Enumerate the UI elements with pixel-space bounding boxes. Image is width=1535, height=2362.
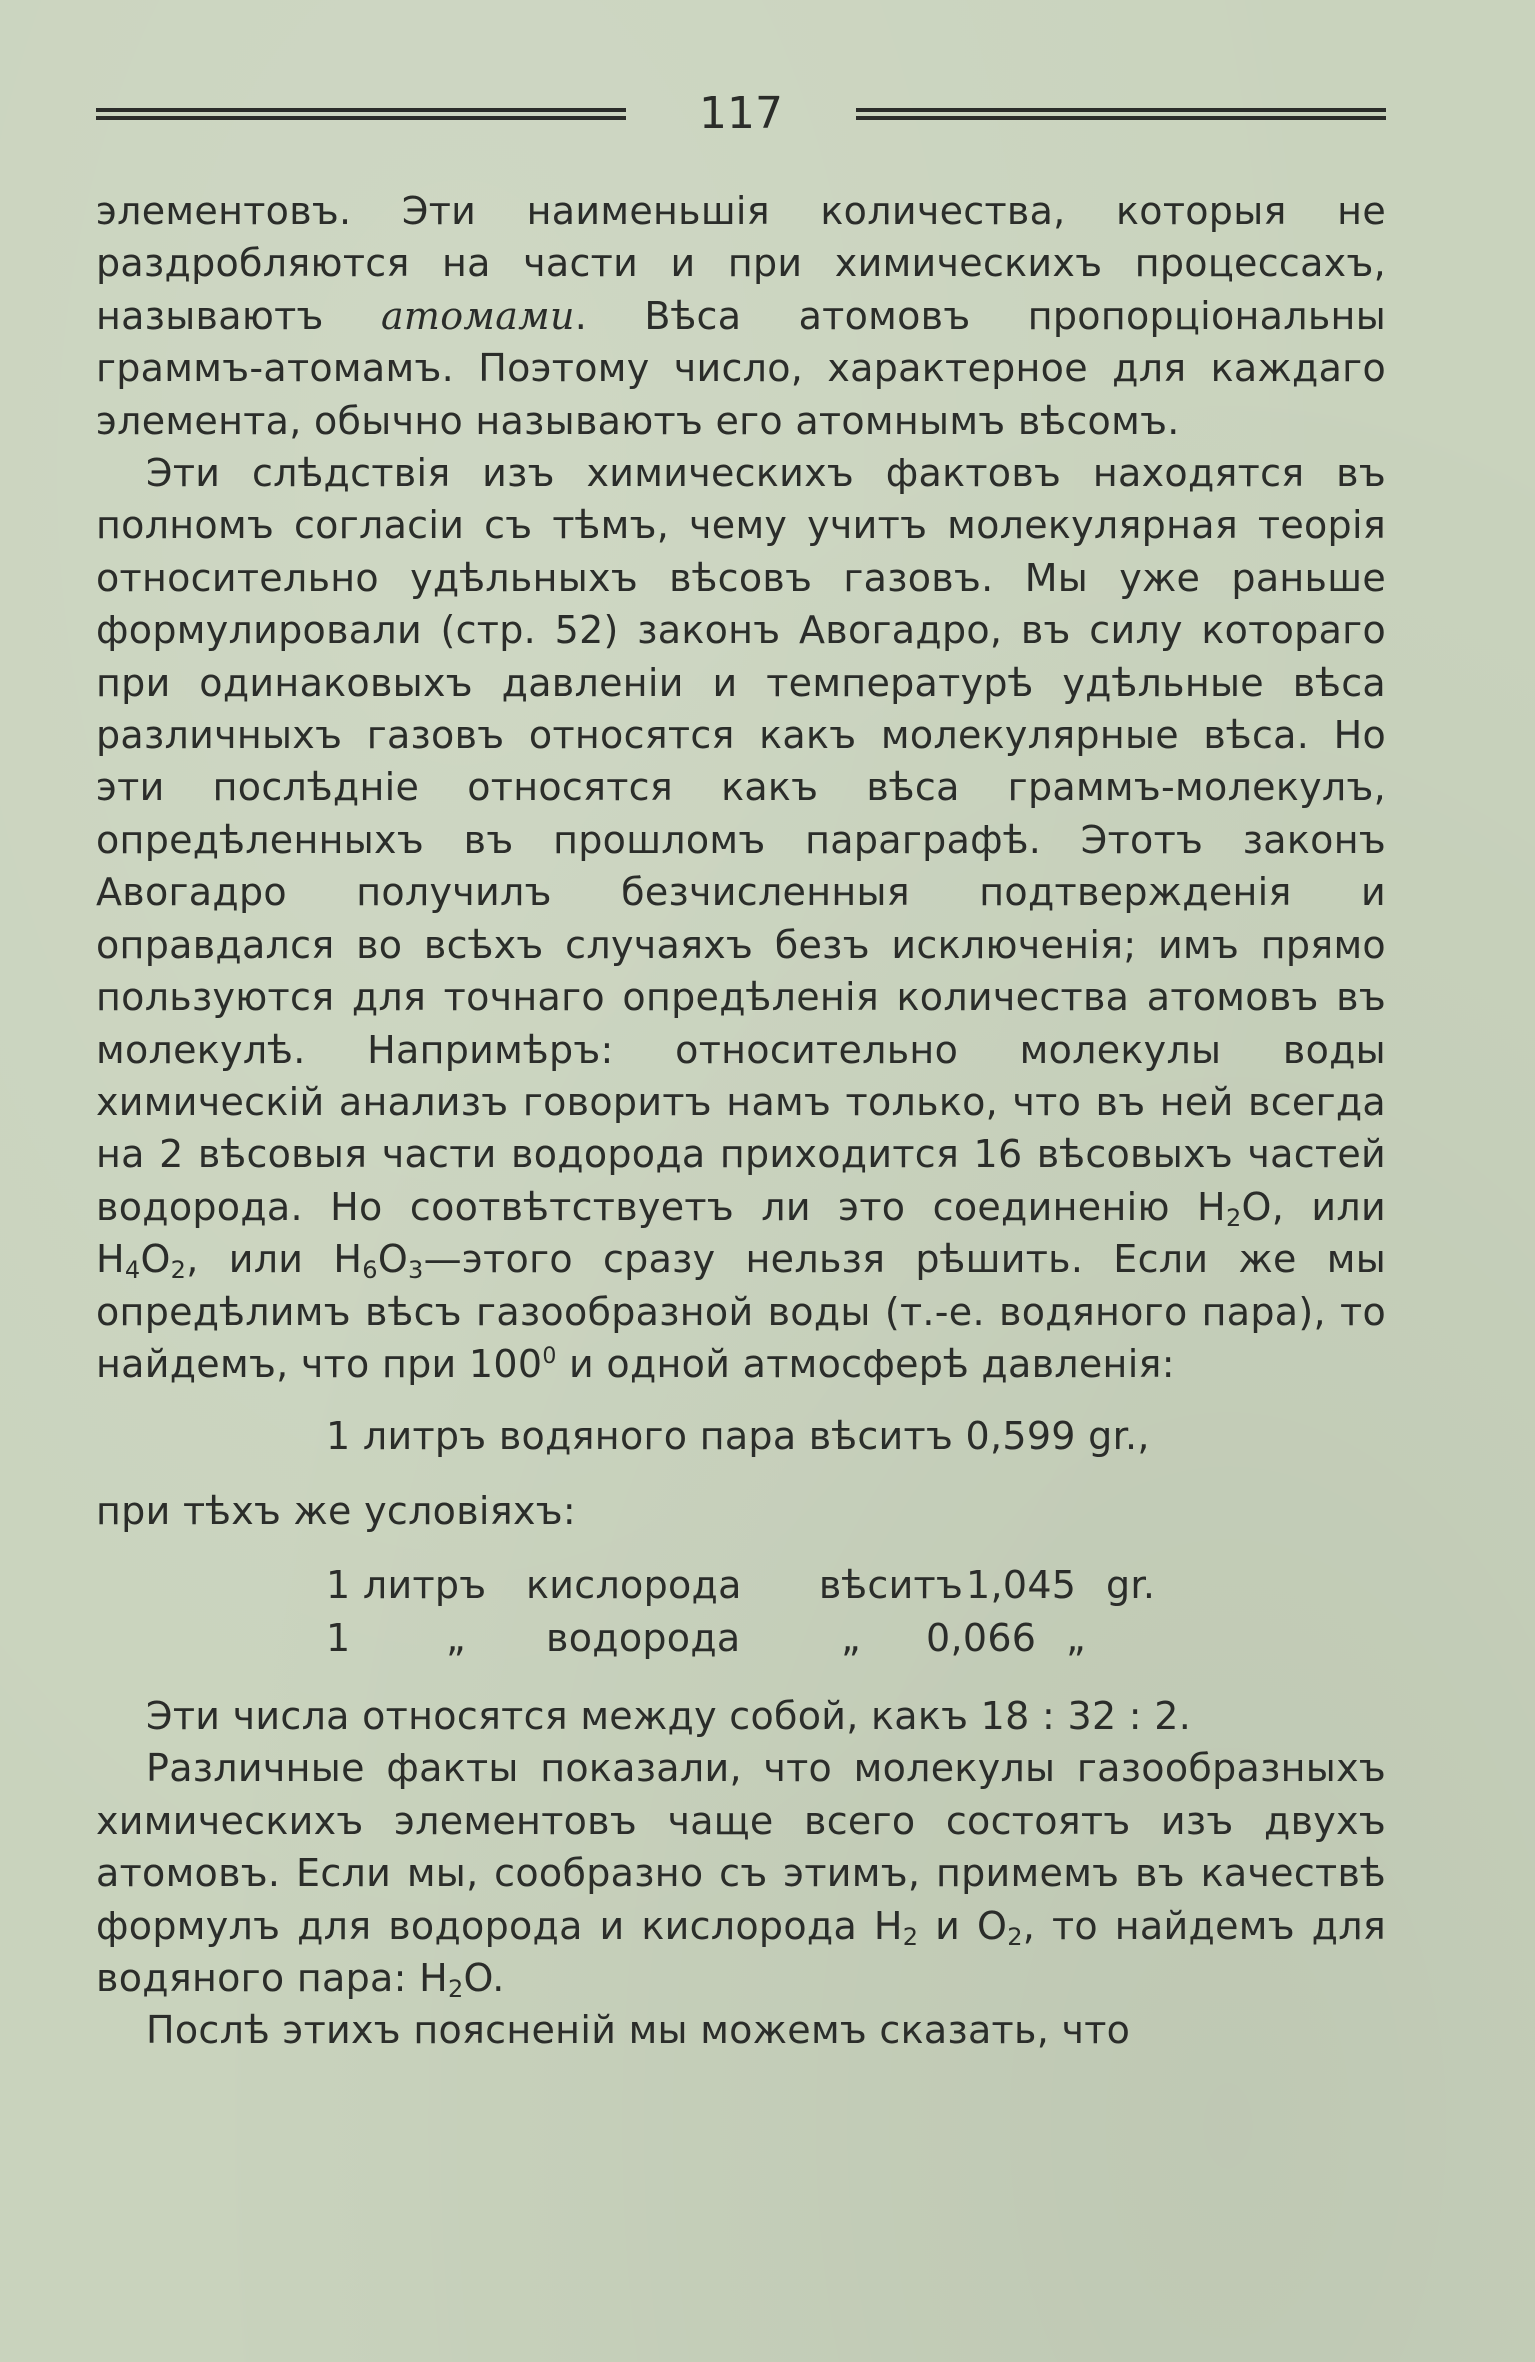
p3-text-3: , то найдемъ для водяного пара: H (96, 1903, 1387, 2000)
cell-value: 0,066 (926, 1615, 1037, 1660)
cell-verb-ditto: „ (841, 1615, 861, 1660)
p2-text-6: —этого сразу нельзя рѣшить. Если же мы опредѣлимъ вѣсъ газообразной воды (т.-е. водяного пара), то найдемъ, что при 100 (96, 1237, 1387, 1386)
paragraph-diatomic (96, 1742, 1386, 2004)
p3-subscript-2: 2 (1007, 1922, 1023, 1951)
water-vapor-weight-line: 1 литръ водяного пара вѣситъ 0,599 gr., (326, 1414, 1150, 1459)
table-row-hydrogen (326, 1612, 1386, 1664)
degree-superscript: 0 (542, 1343, 557, 1369)
page-header (96, 86, 1386, 142)
p2-text-3: O (140, 1237, 171, 1282)
cell-quantity: 1 литръ (326, 1563, 487, 1608)
p3-subscript-1: 2 (902, 1922, 919, 1951)
p2-subscript-4: 6 (362, 1256, 378, 1285)
cell-substance: водорода (546, 1615, 741, 1660)
p3-text-2: и O (918, 1903, 1008, 1948)
page-number: 117 (699, 88, 783, 139)
cell-unit: gr. (1106, 1563, 1156, 1608)
p3-text-1: Различные факты показали, что молекулы газообразныхъ химическихъ элементовъ чаще всего состоятъ изъ двухъ атомовъ. Если мы, сообразно съ этимъ, примемъ въ качествѣ формулъ для водорода и кислорода H (96, 1746, 1386, 1948)
p2-subscript-3: 2 (170, 1256, 187, 1285)
p2-text-7: и одной атмосферѣ давленія: (556, 1341, 1175, 1386)
p2-subscript-1: 2 (1225, 1203, 1242, 1232)
table-row-oxygen (326, 1559, 1386, 1611)
header-rule-right (856, 108, 1386, 120)
p1-text-after: . Вѣса атомовъ пропорціональны граммъ-атомамъ. Поэтому число, характерное для каждаго элемента, обычно называютъ его атомнымъ вѣсомъ. (96, 293, 1386, 443)
cell-value: 1,045 (966, 1563, 1077, 1608)
paragraph-atoms (96, 185, 1386, 447)
p3-subscript-3: 2 (447, 1975, 464, 2003)
p2-subscript-5: 3 (408, 1256, 424, 1285)
p2-text-4: , или H (186, 1237, 363, 1282)
cell-quantity-ditto: „ (446, 1615, 466, 1660)
cell-substance: кислорода (526, 1563, 742, 1608)
ratio-line: Эти числа относятся между собой, какъ 18 : 32 : 2. (146, 1693, 1192, 1738)
p2-text-1: Эти слѣдствія изъ химическихъ фактовъ находятся въ полномъ согласіи съ тѣмъ, чему учитъ молекулярная теорія относительно удѣльныхъ вѣсовъ газовъ. Мы уже раньше формулировали (стр. 52) законъ Авогадро, въ силу котораго при одинаковыхъ давленіи и температурѣ удѣльные вѣса различныхъ газовъ относятся какъ молекулярные вѣса. Но эти послѣдніе относятся какъ вѣса граммъ-молекулъ, опредѣленныхъ въ прошломъ параграфѣ. Этотъ законъ Авогадро получилъ безчисленныя подтвержденія и оправдался во всѣхъ случаяхъ безъ исключенія; имъ прямо пользуются для точнаго опредѣленія количества атомовъ въ молекулѣ. Напримѣръ: относительно молекулы воды химическій анализъ говоритъ намъ только, что въ ней всегда на 2 вѣсовыя части водорода приходится 16 вѣсовыхъ частей водорода. Но соотвѣтствуетъ ли это соединенію H (96, 451, 1386, 1229)
p2-subscript-2: 4 (124, 1256, 141, 1285)
conditions-line: при тѣхъ же условіяхъ: (96, 1488, 576, 1533)
p3-text-4: O. (463, 1956, 505, 2000)
gas-weights-table (326, 1559, 1386, 1664)
p1-text-before: элементовъ. Эти наименьшія количества, которыя не раздробляются на части и при химическихъ процессахъ, называютъ (96, 189, 1386, 338)
paragraph-closing: Послѣ этихъ поясненій мы можемъ сказать, что (146, 2008, 1131, 2053)
text-column (96, 185, 1386, 2057)
p2-text-5: O (377, 1237, 409, 1282)
cell-verb: вѣситъ (818, 1563, 964, 1608)
paragraph-avogadro (96, 447, 1386, 1390)
cell-quantity: 1 (326, 1615, 351, 1660)
italic-term-atoms: атомами (380, 293, 575, 338)
p2-text-2: O, или H (96, 1184, 1386, 1282)
cell-unit-ditto: „ (1066, 1615, 1086, 1660)
